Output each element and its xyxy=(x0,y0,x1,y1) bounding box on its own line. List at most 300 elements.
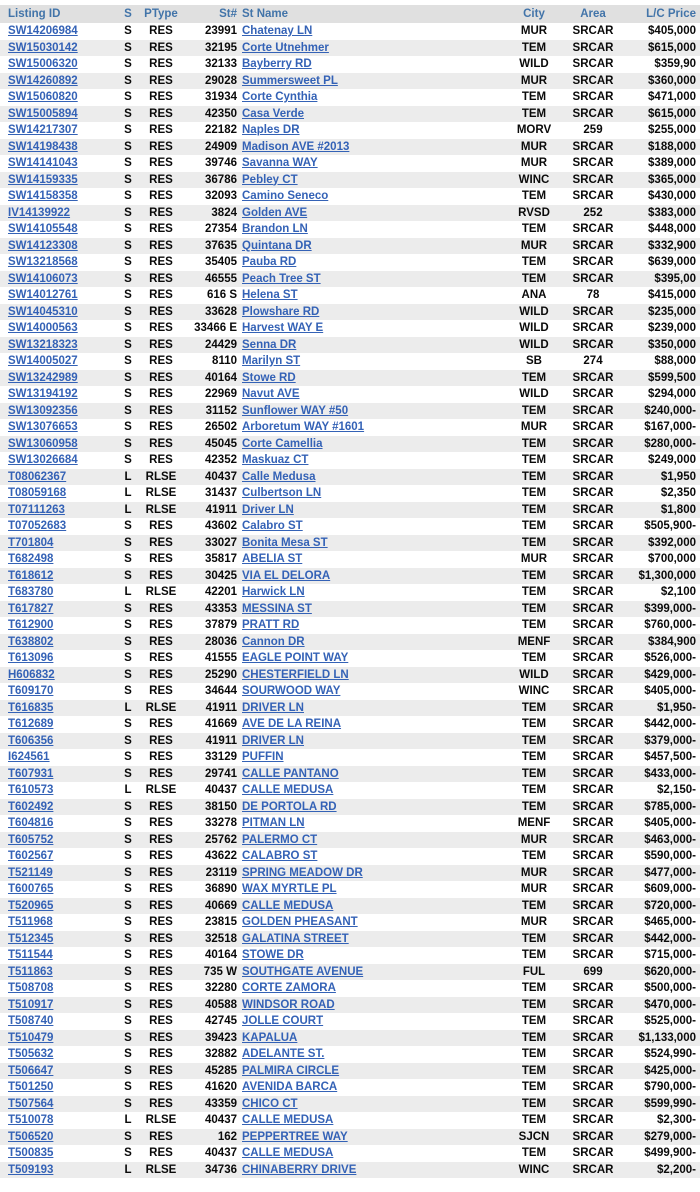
listing-id-link[interactable]: SW14260892 xyxy=(8,74,78,87)
st-name-link[interactable]: Naples DR xyxy=(242,124,300,136)
listing-id-link-cell xyxy=(0,716,116,733)
st-name-link[interactable]: Chatenay LN xyxy=(242,25,313,37)
area-cell: SRCAR xyxy=(572,190,614,202)
listing-id-link[interactable]: T602492 xyxy=(8,800,54,813)
st-name-link[interactable]: Calabro ST xyxy=(242,520,303,532)
price-cell: $442,000- xyxy=(644,932,696,945)
st-name-link[interactable]: Stowe RD xyxy=(242,371,296,384)
status-cell: S xyxy=(124,1031,132,1044)
table-row xyxy=(0,898,700,915)
col-header-st-number[interactable]: St# xyxy=(182,5,240,23)
ptype-cell: RLSE xyxy=(145,586,177,598)
status-cell: S xyxy=(124,454,132,466)
st-name-link[interactable]: GALATINA STREET xyxy=(242,932,349,945)
ptype-cell: RES xyxy=(149,206,173,219)
listing-id-link[interactable]: I624561 xyxy=(8,751,50,763)
price-cell: $167,000- xyxy=(644,421,696,433)
st-name-link[interactable]: SOUTHGATE AVENUE xyxy=(242,965,364,978)
table-row xyxy=(0,485,700,502)
col-header-price[interactable]: L/C Price xyxy=(624,5,700,23)
table-row xyxy=(0,221,700,238)
listing-id-link[interactable]: SW14000563 xyxy=(8,322,78,334)
st-name-link[interactable]: Bayberry RD xyxy=(242,58,312,70)
ptype-cell: RES xyxy=(149,173,173,186)
listing-id-link-cell xyxy=(0,353,116,370)
listing-id-link[interactable]: SW14206984 xyxy=(8,25,78,37)
listing-id-link[interactable]: T682498 xyxy=(8,553,54,565)
st-number-cell: 8110 xyxy=(212,355,237,367)
st-name-link-cell xyxy=(240,304,506,321)
st-name-link-cell xyxy=(240,799,506,816)
area-cell: SRCAR xyxy=(572,272,614,285)
st-number-cell: 35817 xyxy=(205,553,237,565)
status-cell: L xyxy=(124,470,132,483)
listing-id-link[interactable]: T508708 xyxy=(8,982,54,994)
price-cell: $499,900- xyxy=(644,1147,696,1159)
area-cell: SRCAR xyxy=(572,74,614,87)
listing-id-link[interactable]: T612689 xyxy=(8,718,54,730)
listing-id-link-cell xyxy=(0,848,116,865)
st-name-link-cell xyxy=(240,287,506,304)
status-cell: S xyxy=(124,883,132,895)
table-row xyxy=(0,947,700,964)
ptype-cell: RES xyxy=(149,454,173,466)
listing-id-link[interactable]: SW13092356 xyxy=(8,404,78,417)
city-cell: TEM xyxy=(521,1097,547,1110)
st-name-link[interactable]: SPRING MEADOW DR xyxy=(242,866,363,879)
st-name-link[interactable]: PUFFIN xyxy=(242,751,284,763)
area-cell: SRCAR xyxy=(572,701,614,714)
col-header-status[interactable]: S xyxy=(116,5,140,23)
listing-id-link[interactable]: T701804 xyxy=(8,536,54,549)
city-cell: TEM xyxy=(521,91,547,103)
st-name-link[interactable]: CALLE PANTANO xyxy=(242,767,339,780)
st-name-link[interactable]: PEPPERTREE WAY xyxy=(242,1130,348,1143)
listing-id-link[interactable]: T612900 xyxy=(8,619,54,631)
area-cell: 252 xyxy=(583,206,603,219)
listing-id-link[interactable]: T510078 xyxy=(8,1114,54,1126)
price-cell: $235,000 xyxy=(648,305,696,318)
st-number-cell: 32518 xyxy=(205,932,237,945)
ptype-cell: RES xyxy=(149,751,173,763)
st-name-link[interactable]: JOLLE COURT xyxy=(242,1015,324,1027)
city-cell: TEM xyxy=(521,107,547,120)
listing-id-link[interactable]: T510917 xyxy=(8,998,54,1011)
st-name-link[interactable]: ABELIA ST xyxy=(242,553,303,565)
col-header-st-name[interactable]: St Name xyxy=(240,5,506,23)
st-number-cell: 37879 xyxy=(205,619,237,631)
st-name-link[interactable]: Cannon DR xyxy=(242,635,305,648)
st-number-cell: 24909 xyxy=(205,140,237,153)
st-name-link[interactable]: Senna DR xyxy=(242,338,297,351)
st-name-link[interactable]: Navut AVE xyxy=(242,388,300,400)
st-number-cell: 28036 xyxy=(205,635,237,648)
listing-id-link[interactable]: T617827 xyxy=(8,602,54,615)
status-cell: S xyxy=(124,272,132,285)
listing-id-link[interactable]: T602567 xyxy=(8,850,54,862)
st-name-link-cell xyxy=(240,667,506,684)
listing-id-link[interactable]: T512345 xyxy=(8,932,54,945)
st-name-link[interactable]: Culbertson LN xyxy=(242,487,322,499)
st-name-link[interactable]: VIA EL DELORA xyxy=(242,569,331,582)
listing-id-link[interactable]: T604816 xyxy=(8,817,54,829)
st-name-link-cell xyxy=(240,403,506,420)
listing-id-link[interactable]: T08062367 xyxy=(8,470,67,483)
st-name-link[interactable]: SOURWOOD WAY xyxy=(242,685,341,697)
st-name-link[interactable]: DRIVER LN xyxy=(242,734,304,747)
city-cell: MUR xyxy=(520,866,548,879)
listing-id-link[interactable]: SW14159335 xyxy=(8,173,78,186)
listing-id-link[interactable]: SW14123308 xyxy=(8,239,78,252)
st-number-cell: 40669 xyxy=(205,899,237,912)
city-cell: MUR xyxy=(520,553,548,565)
st-name-link[interactable]: Madison AVE #2013 xyxy=(242,140,350,153)
listing-id-link[interactable]: T510479 xyxy=(8,1031,54,1044)
ptype-cell: RES xyxy=(149,404,173,417)
listing-id-link[interactable]: T08059168 xyxy=(8,487,67,499)
listing-id-link-cell xyxy=(0,551,116,568)
st-name-link[interactable]: Pauba RD xyxy=(242,256,297,268)
listing-id-link[interactable]: SW14158358 xyxy=(8,190,78,202)
listing-id-link[interactable]: SW15030142 xyxy=(8,41,78,54)
table-row xyxy=(0,881,700,898)
st-name-link[interactable]: MESSINA ST xyxy=(242,602,312,615)
st-name-link[interactable]: Calle Medusa xyxy=(242,470,316,483)
st-name-link[interactable]: Brandon LN xyxy=(242,223,308,235)
table-row xyxy=(0,799,700,816)
st-name-link-cell xyxy=(240,650,506,667)
listing-id-link[interactable]: T07111263 xyxy=(8,503,65,516)
area-cell: SRCAR xyxy=(572,602,614,615)
listing-id-link[interactable]: T638802 xyxy=(8,635,54,648)
st-name-link-cell xyxy=(240,914,506,931)
table-row xyxy=(0,337,700,354)
st-name-link[interactable]: KAPALUA xyxy=(242,1031,298,1044)
listing-id-link-cell xyxy=(0,584,116,601)
st-name-link[interactable]: CHESTERFIELD LN xyxy=(242,668,349,681)
listing-id-link[interactable]: T506520 xyxy=(8,1130,54,1143)
listing-id-link[interactable]: T500835 xyxy=(8,1147,54,1159)
st-name-link[interactable]: Sunflower WAY #50 xyxy=(242,404,349,417)
listing-id-link[interactable]: SW14045310 xyxy=(8,305,78,318)
city-cell: TEM xyxy=(521,1048,547,1060)
ptype-cell: RES xyxy=(149,817,173,829)
st-name-link-cell xyxy=(240,782,506,799)
status-cell: L xyxy=(124,586,132,598)
st-name-link[interactable]: Driver LN xyxy=(242,503,294,516)
st-name-link[interactable]: Camino Seneco xyxy=(242,190,329,202)
st-name-link-cell xyxy=(240,1063,506,1080)
st-name-link[interactable]: Pebley CT xyxy=(242,173,298,186)
status-cell: S xyxy=(124,982,132,994)
st-name-link[interactable]: Savanna WAY xyxy=(242,157,318,169)
listing-id-link[interactable]: T607931 xyxy=(8,767,54,780)
listing-id-link[interactable]: T520965 xyxy=(8,899,54,912)
listing-id-link[interactable]: SW15005894 xyxy=(8,107,78,120)
table-row xyxy=(0,568,700,585)
listing-id-link[interactable]: SW13218568 xyxy=(8,256,78,268)
listing-id-link-cell xyxy=(0,667,116,684)
price-cell: $2,300- xyxy=(656,1114,696,1126)
listing-id-link[interactable]: SW14106073 xyxy=(8,272,78,285)
listing-id-link[interactable]: T505632 xyxy=(8,1048,54,1060)
ptype-cell: RES xyxy=(149,41,173,54)
st-name-link[interactable]: Harwick LN xyxy=(242,586,305,598)
listing-id-link[interactable]: T609170 xyxy=(8,685,54,697)
ptype-cell: RES xyxy=(149,569,173,582)
st-name-link-cell xyxy=(240,518,506,535)
listing-id-link[interactable]: T616835 xyxy=(8,701,54,714)
listing-id-link[interactable]: T508740 xyxy=(8,1015,54,1027)
st-name-link-cell xyxy=(240,238,506,255)
listing-id-link[interactable]: SW14141043 xyxy=(8,157,78,169)
st-name-link[interactable]: Casa Verde xyxy=(242,107,305,120)
st-number-cell: 42745 xyxy=(205,1015,237,1027)
table-row xyxy=(0,502,700,519)
listing-id-link-cell xyxy=(0,304,116,321)
listing-id-link[interactable]: SW13076653 xyxy=(8,421,78,433)
table-row xyxy=(0,1112,700,1129)
st-name-link[interactable]: CALLE MEDUSA xyxy=(242,784,334,796)
st-name-link[interactable]: WINDSOR ROAD xyxy=(242,998,335,1011)
st-name-link[interactable]: DE PORTOLA RD xyxy=(242,800,337,813)
status-cell: S xyxy=(124,899,132,912)
listing-id-link[interactable]: SW14105548 xyxy=(8,223,78,235)
area-cell: SRCAR xyxy=(572,817,614,829)
st-name-link[interactable]: CHINABERRY DRIVE xyxy=(242,1163,357,1176)
st-name-link[interactable]: Golden AVE xyxy=(242,206,308,219)
table-row xyxy=(0,320,700,337)
st-name-link-cell xyxy=(240,40,506,57)
st-name-link[interactable]: CORTE ZAMORA xyxy=(242,982,336,994)
st-name-link[interactable]: PALERMO CT xyxy=(242,833,318,846)
st-name-link[interactable]: Corte Camellia xyxy=(242,437,323,450)
st-name-link-cell xyxy=(240,749,506,766)
st-number-cell: 32133 xyxy=(205,58,237,70)
table-row xyxy=(0,1079,700,1096)
table-row xyxy=(0,386,700,403)
listing-id-link[interactable]: SW14005027 xyxy=(8,355,78,367)
listing-id-link[interactable]: SW13026684 xyxy=(8,454,78,466)
col-header-city[interactable]: City xyxy=(506,5,562,23)
status-cell: S xyxy=(124,371,132,384)
listing-id-link[interactable]: T507564 xyxy=(8,1097,54,1110)
listing-id-link[interactable]: IV14139922 xyxy=(8,206,71,219)
listing-id-link[interactable]: SW13218323 xyxy=(8,338,78,351)
st-number-cell: 32280 xyxy=(205,982,237,994)
status-cell: S xyxy=(124,157,132,169)
st-number-cell: 25762 xyxy=(205,833,237,846)
st-name-link-cell xyxy=(240,997,506,1014)
st-name-link[interactable]: Quintana DR xyxy=(242,239,312,252)
ptype-cell: RES xyxy=(149,107,173,120)
price-cell: $599,990- xyxy=(644,1097,696,1110)
st-name-link[interactable]: PRATT RD xyxy=(242,619,300,631)
st-name-link[interactable]: Marilyn ST xyxy=(242,355,301,367)
status-cell: L xyxy=(124,784,132,796)
st-name-link-cell xyxy=(240,964,506,981)
listing-id-link[interactable]: SW13060958 xyxy=(8,437,78,450)
listing-id-link[interactable]: T606356 xyxy=(8,734,54,747)
st-number-cell: 40437 xyxy=(205,1114,237,1126)
status-cell: S xyxy=(124,1147,132,1159)
listing-id-link[interactable]: SW15060820 xyxy=(8,91,78,103)
price-cell: $359,90 xyxy=(654,58,696,70)
table-row xyxy=(0,848,700,865)
area-cell: SRCAR xyxy=(572,1130,614,1143)
listing-id-link-cell xyxy=(0,1129,116,1146)
table-row xyxy=(0,1063,700,1080)
ptype-cell: RES xyxy=(149,91,173,103)
table-row xyxy=(0,1096,700,1113)
st-name-link[interactable]: Bonita Mesa ST xyxy=(242,536,328,549)
price-cell: $442,000- xyxy=(644,718,696,730)
st-name-link[interactable]: PITMAN LN xyxy=(242,817,305,829)
listing-id-link-cell xyxy=(0,815,116,832)
price-cell: $360,000 xyxy=(648,74,696,87)
ptype-cell: RES xyxy=(149,536,173,549)
st-name-link[interactable]: AVENIDA BARCA xyxy=(242,1081,338,1093)
listing-id-link-cell xyxy=(0,733,116,750)
listing-id-link[interactable]: SW14217307 xyxy=(8,124,78,136)
st-name-link[interactable]: Harvest WAY E xyxy=(242,322,324,334)
st-number-cell: 36786 xyxy=(205,173,237,186)
st-name-link[interactable]: DRIVER LN xyxy=(242,701,304,714)
city-cell: WINC xyxy=(518,685,550,697)
table-row xyxy=(0,370,700,387)
st-name-link[interactable]: Arboretum WAY #1601 xyxy=(242,421,365,433)
st-name-link[interactable]: STOWE DR xyxy=(242,949,304,961)
listing-id-link[interactable]: T683780 xyxy=(8,586,54,598)
st-name-link[interactable]: Summersweet PL xyxy=(242,74,338,87)
st-name-link[interactable]: WAX MYRTLE PL xyxy=(242,883,337,895)
status-cell: S xyxy=(124,124,132,136)
listing-id-link[interactable]: T600765 xyxy=(8,883,54,895)
area-cell: SRCAR xyxy=(572,454,614,466)
listing-id-link[interactable]: SW13194192 xyxy=(8,388,78,400)
st-name-link[interactable]: PALMIRA CIRCLE xyxy=(242,1064,340,1077)
listing-id-link[interactable]: H606832 xyxy=(8,668,55,681)
area-cell: SRCAR xyxy=(572,239,614,252)
listing-id-link[interactable]: T605752 xyxy=(8,833,54,846)
price-cell: $430,000 xyxy=(648,190,696,202)
st-number-cell: 162 xyxy=(217,1130,237,1143)
st-number-cell: 29028 xyxy=(205,74,237,87)
st-number-cell: 42352 xyxy=(205,454,237,466)
st-name-link[interactable]: AVE DE LA REINA xyxy=(242,718,342,730)
st-number-cell: 40437 xyxy=(205,784,237,796)
city-cell: MUR xyxy=(520,916,548,928)
area-cell: SRCAR xyxy=(572,998,614,1011)
ptype-cell: RES xyxy=(149,157,173,169)
area-cell: SRCAR xyxy=(572,1081,614,1093)
st-name-link[interactable]: CHICO CT xyxy=(242,1097,298,1110)
st-name-link[interactable]: Plowshare RD xyxy=(242,305,320,318)
status-cell: S xyxy=(124,1130,132,1143)
listing-id-link[interactable]: SW13242989 xyxy=(8,371,78,384)
st-name-link[interactable]: CALLE MEDUSA xyxy=(242,1114,334,1126)
ptype-cell: RES xyxy=(149,850,173,862)
area-cell: SRCAR xyxy=(572,91,614,103)
st-number-cell: 37635 xyxy=(205,239,237,252)
status-cell: S xyxy=(124,355,132,367)
listing-id-link[interactable]: SW14198438 xyxy=(8,140,78,153)
st-name-link[interactable]: EAGLE POINT WAY xyxy=(242,652,349,664)
city-cell: TEM xyxy=(521,371,547,384)
city-cell: TEM xyxy=(521,982,547,994)
st-name-link[interactable]: ADELANTE ST. xyxy=(242,1048,325,1060)
area-cell: 259 xyxy=(583,124,603,136)
listing-id-link-cell xyxy=(0,700,116,717)
st-name-link-cell xyxy=(240,122,506,139)
table-row xyxy=(0,271,700,288)
listing-id-link[interactable]: T618612 xyxy=(8,569,54,582)
col-header-area[interactable]: Area xyxy=(562,5,624,23)
st-name-link[interactable]: GOLDEN PHEASANT xyxy=(242,916,358,928)
listing-id-link[interactable]: SW15006320 xyxy=(8,58,78,70)
listing-id-link[interactable]: T07052683 xyxy=(8,520,67,532)
listing-id-link[interactable]: T521149 xyxy=(8,866,53,879)
st-name-link[interactable]: Helena ST xyxy=(242,289,298,301)
ptype-cell: RES xyxy=(149,338,173,351)
listing-id-link[interactable]: T501250 xyxy=(8,1081,54,1093)
listing-id-link-cell xyxy=(0,56,116,73)
listing-id-link[interactable]: T511863 xyxy=(8,965,53,978)
city-cell: WINC xyxy=(518,173,550,186)
area-cell: SRCAR xyxy=(572,157,614,169)
price-cell: $389,000 xyxy=(648,157,696,169)
st-number-cell: 31934 xyxy=(205,91,237,103)
area-cell: SRCAR xyxy=(572,619,614,631)
st-name-link[interactable]: CALABRO ST xyxy=(242,850,318,862)
st-name-link[interactable]: Peach Tree ST xyxy=(242,272,321,285)
ptype-cell: RES xyxy=(149,833,173,846)
city-cell: WILD xyxy=(519,58,549,70)
listing-id-link[interactable]: T511544 xyxy=(8,949,53,961)
area-cell: SRCAR xyxy=(572,916,614,928)
st-name-link[interactable]: CALLE MEDUSA xyxy=(242,1147,334,1159)
listing-id-link-cell xyxy=(0,535,116,552)
status-cell: S xyxy=(124,1064,132,1077)
listing-id-link-cell xyxy=(0,1162,116,1179)
listing-id-link[interactable]: T509193 xyxy=(8,1163,54,1176)
st-name-link[interactable]: Corte Cynthia xyxy=(242,91,318,103)
st-name-link-cell xyxy=(240,155,506,172)
ptype-cell: RES xyxy=(149,1064,173,1077)
st-name-link[interactable]: Maskuaz CT xyxy=(242,454,309,466)
listing-id-link[interactable]: T610573 xyxy=(8,784,54,796)
city-cell: RVSD xyxy=(518,206,550,219)
st-number-cell: 41669 xyxy=(205,718,237,730)
status-cell: S xyxy=(124,1081,132,1093)
city-cell: TEM xyxy=(521,487,547,499)
listing-id-link[interactable]: T511968 xyxy=(8,916,53,928)
st-number-cell: 32093 xyxy=(205,190,237,202)
col-header-listing-id[interactable]: Listing ID xyxy=(0,5,116,23)
listing-id-link[interactable]: T613096 xyxy=(8,652,54,664)
listing-id-link[interactable]: SW14012761 xyxy=(8,289,78,301)
table-row xyxy=(0,155,700,172)
st-name-link[interactable]: CALLE MEDUSA xyxy=(242,899,334,912)
st-number-cell: 34736 xyxy=(205,1163,237,1176)
city-cell: TEM xyxy=(521,190,547,202)
status-cell: S xyxy=(124,668,132,681)
listing-id-link[interactable]: T506647 xyxy=(8,1064,54,1077)
listing-id-link-cell xyxy=(0,370,116,387)
col-header-ptype[interactable]: PType xyxy=(140,5,182,23)
ptype-cell: RES xyxy=(149,767,173,780)
st-name-link[interactable]: Corte Utnehmer xyxy=(242,41,329,54)
